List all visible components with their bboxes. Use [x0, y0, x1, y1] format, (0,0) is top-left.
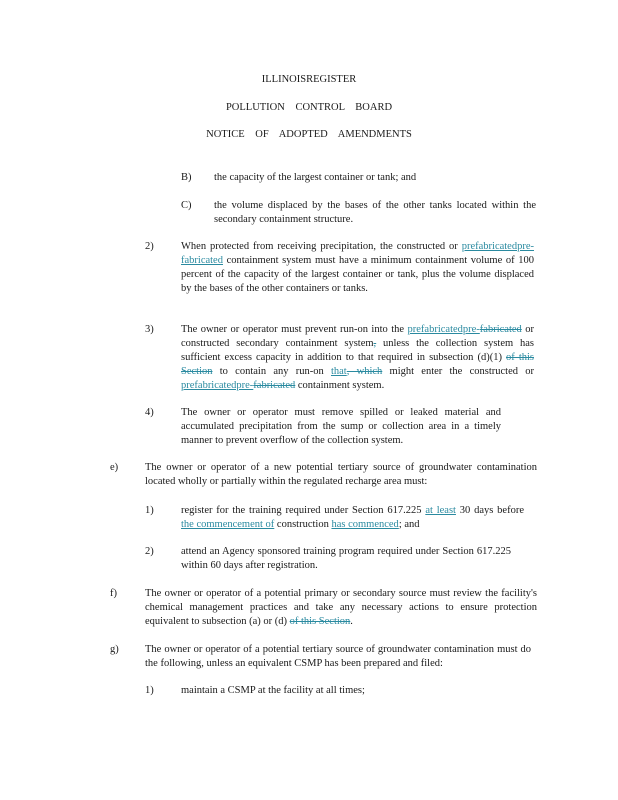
register-title: ILLINOISREGISTER [261, 74, 357, 85]
item-2-label: 2) [145, 241, 154, 252]
inserted-text: has commenced [331, 519, 399, 530]
inserted-text: that [330, 366, 347, 377]
item-f-label: f) [110, 588, 117, 599]
item-e2-label: 2) [145, 546, 154, 557]
item-e-text: The owner or operator of a new potential tertiary source of groundwater contamination located wholly or partially within the regulated recharge area must: [145, 462, 537, 487]
item-4-text: The owner or operator must remove spilled or leaked material and accumulated precipitation from the sump or collection area in a timely manner to prevent overflow of the collection system. [181, 407, 501, 446]
item-b-label: B) [181, 172, 192, 183]
item-g-label: g) [110, 644, 119, 655]
item-2-text: When protected from receiving precipitation, the constructed or prefabricatedpre-fabricated containment system must have a minimum containment volume of 100 percent of the capacity of the largest container or tank, plus the volume displaced by the bases of the other containers or tanks. [181, 241, 534, 294]
notice-title: NOTICE OF ADOPTED AMENDMENTS [206, 129, 412, 140]
deleted-text: fabricated [479, 324, 522, 335]
item-g1-text: maintain a CSMP at the facility at all times; [181, 685, 365, 696]
inserted-text: prefabricatedpre-fabricated [181, 241, 534, 266]
deleted-text: , which [346, 366, 383, 377]
item-e2-text: attend an Agency sponsored training program required under Section 617.225 within 60 days after registration. [181, 546, 511, 571]
item-3-label: 3) [145, 324, 154, 335]
inserted-text: at least [425, 505, 456, 516]
item-f-text: The owner or operator of a potential primary or secondary source must review the facility's chemical management practices and take any necessary actions to ensure protection equivalent to subsection (a) or (d) of this Section. [145, 588, 537, 627]
inserted-text: prefabricatedpre- [407, 324, 480, 335]
item-3-text: The owner or operator must prevent run-on into the prefabricatedpre-fabricated or constructed secondary containment system, unless the collection system has sufficient excess capacity in addition to that required in subsection (d)(1) of this Section to contain any run-on that, which might enter the constructed or prefabricatedpre-fabricated containment system. [181, 324, 534, 391]
deleted-text: of this Section [289, 616, 351, 627]
item-g1-label: 1) [145, 685, 154, 696]
inserted-text: the commencement of [181, 519, 275, 530]
deleted-text: , [373, 338, 377, 349]
item-e1-text: register for the training required under Section 617.225 at least 30 days before the commencement of construction has commenced; and [181, 505, 524, 530]
item-e1-label: 1) [145, 505, 154, 516]
item-4-label: 4) [145, 407, 154, 418]
item-c-label: C) [181, 200, 192, 211]
item-b-text: the capacity of the largest container or tank; and [214, 172, 417, 183]
deleted-text: of this Section [181, 352, 534, 377]
item-c-text: the volume displaced by the bases of the other tanks located within the secondary containment structure. [214, 200, 536, 225]
deleted-text: fabricated [253, 380, 296, 391]
inserted-text: prefabricatedpre- [181, 380, 254, 391]
item-g-text: The owner or operator of a potential tertiary source of groundwater contamination must do the following, unless an equivalent CSMP has been prepared and filed: [145, 644, 531, 669]
item-e-label: e) [110, 462, 119, 473]
board-title: POLLUTION CONTROL BOARD [225, 102, 393, 113]
